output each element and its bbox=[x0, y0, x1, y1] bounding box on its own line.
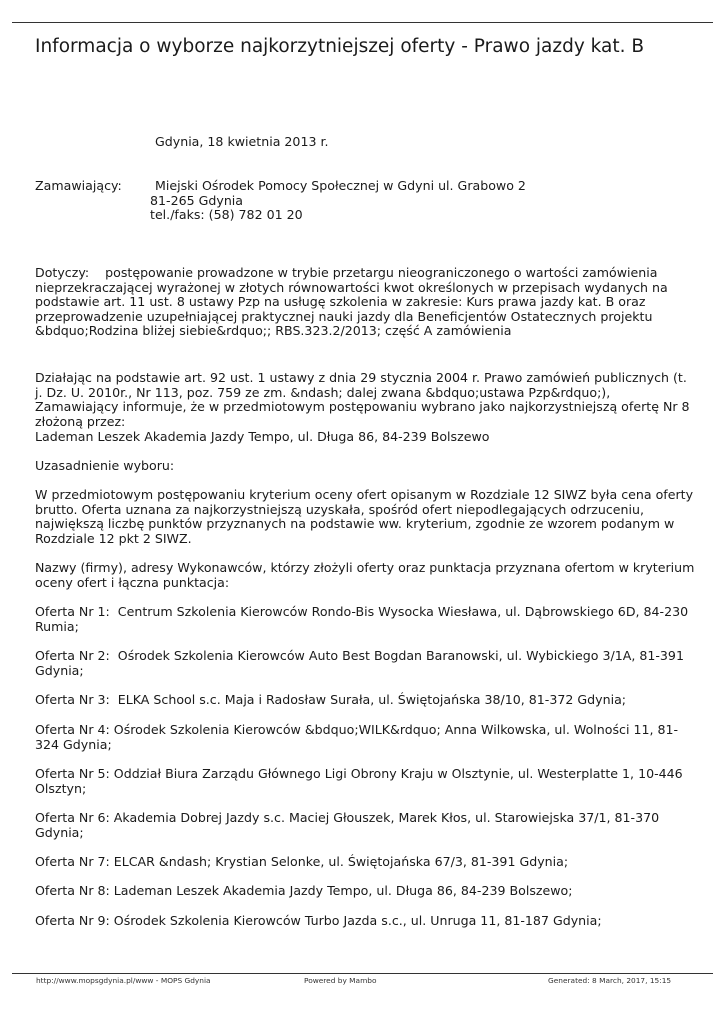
offer-item-4: Oferta Nr 4: Ośrodek Szkolenia Kierowców &bdquo;WILK&rdquo; Anna Wilkowska, ul. Wolności 11, 81-324 Gdynia; bbox=[35, 722, 679, 752]
offer-item-7: Oferta Nr 7: ELCAR &ndash; Krystian Selonke, ul. Świętojańska 67/3, 81-391 Gdynia; bbox=[35, 854, 569, 869]
winner-paragraph: Lademan Leszek Akademia Jazdy Tempo, ul. Długa 86, 84-239 Bolszewo bbox=[35, 429, 490, 444]
offer-item-1: Oferta Nr 1: Centrum Szkolenia Kierowców Rondo-Bis Wysocka Wiesława, ul. Dąbrowskiego 6D, 84-230 Rumia; bbox=[35, 604, 693, 634]
offer-item-9: Oferta Nr 9: Ośrodek Szkolenia Kierowców Turbo Jazda s.c., ul. Unruga 11, 81-187 Gdynia; bbox=[35, 913, 602, 928]
page-title: Informacja o wyborze najkorzytniejszej oferty - Prawo jazdy kat. B bbox=[35, 36, 645, 57]
footer-powered-by: Powered by Mambo bbox=[304, 976, 377, 985]
zamawiajacy-address bbox=[150, 179, 526, 223]
offer-item-2: Oferta Nr 2: Ośrodek Szkolenia Kierowców Auto Best Bogdan Baranowski, ul. Wybickiego 3/1A, 81-391 Gdynia; bbox=[35, 648, 688, 678]
zamawiajacy-line-1: Miejski Ośrodek Pomocy Społecznej w Gdyni ul. Grabowo 2 bbox=[155, 178, 526, 193]
footer-divider bbox=[12, 973, 713, 974]
zamawiajacy-line-3: tel./faks: (58) 782 01 20 bbox=[150, 207, 303, 223]
footer-url: http://www.mopsgdynia.pl/www - MOPS Gdynia bbox=[36, 976, 211, 985]
offer-item-8: Oferta Nr 8: Lademan Leszek Akademia Jazdy Tempo, ul. Długa 86, 84-239 Bolszewo; bbox=[35, 883, 573, 898]
dotyczy-paragraph: Dotyczy: postępowanie prowadzone w trybie przetargu nieograniczonego o wartości zamówienia nieprzekraczającej wyrażonej w złotych równowartości kwot określonych w przepisach wydanych na podstawie art. 11 ust. 8 ustawy Pzp na usługę szkolenia w zakresie: Kurs prawa jazdy kat. B oraz przeprowadzenie uzupełniającej praktycznej nauki jazdy dla Beneficjentów Ostatecznych projektu &bdquo;Rodzina bliżej siebie&rdquo;; RBS.323.2/2013; część A zamówienia bbox=[35, 265, 672, 339]
offer-item-3: Oferta Nr 3: ELKA School s.c. Maja i Radosław Surała, ul. Świętojańska 38/10, 81-372 Gdynia; bbox=[35, 692, 627, 707]
uzasadnienie-heading: Uzasadnienie wyboru: bbox=[35, 458, 175, 473]
dzialajac-paragraph: Działając na podstawie art. 92 ust. 1 ustawy z dnia 29 stycznia 2004 r. Prawo zamówień publicznych (t. j. Dz. U. 2010r., Nr 113, poz. 759 ze zm. &ndash; dalej zwana &bdquo;ustawa Pzp&rdquo;), Zamawiający informuje, że w przedmiotowym postępowaniu wybrano jako najkorzystniejszą ofertę Nr 8 złożoną przez: bbox=[35, 370, 690, 429]
zamawiajacy-label: Zamawiający: bbox=[35, 178, 122, 193]
uzasadnienie-paragraph: W przedmiotowym postępowaniu kryterium oceny ofert opisanym w Rozdziale 12 SIWZ była cena oferty brutto. Oferta uznana za najkorzystniejszą uzyskała, spośród ofert niepodlegających odrzuceniu, największą liczbę punktów przyznanych na podstawie ww. kryterium, zgodnie ze wzorem podanym w Rozdziale 12 pkt 2 SIWZ. bbox=[35, 487, 694, 546]
footer-generated: Generated: 8 March, 2017, 15:15 bbox=[548, 976, 672, 985]
offer-item-6: Oferta Nr 6: Akademia Dobrej Jazdy s.c. Maciej Głouszek, Marek Kłos, ul. Starowiejska 37/1, 81-370 Gdynia; bbox=[35, 810, 660, 840]
nazwy-paragraph: Nazwy (firmy), adresy Wykonawców, którzy złożyli oferty oraz punktacja przyznana ofertom w kryterium oceny ofert i łączna punktacja: bbox=[35, 560, 695, 590]
zamawiajacy-line-2: 81-265 Gdynia bbox=[150, 192, 244, 208]
document-date: Gdynia, 18 kwietnia 2013 r. bbox=[155, 134, 329, 149]
offer-item-5: Oferta Nr 5: Oddział Biura Zarządu Głównego Ligi Obrony Kraju w Olsztynie, ul. Westerplatte 1, 10-446 Olsztyn; bbox=[35, 766, 683, 796]
header-divider bbox=[12, 22, 713, 23]
